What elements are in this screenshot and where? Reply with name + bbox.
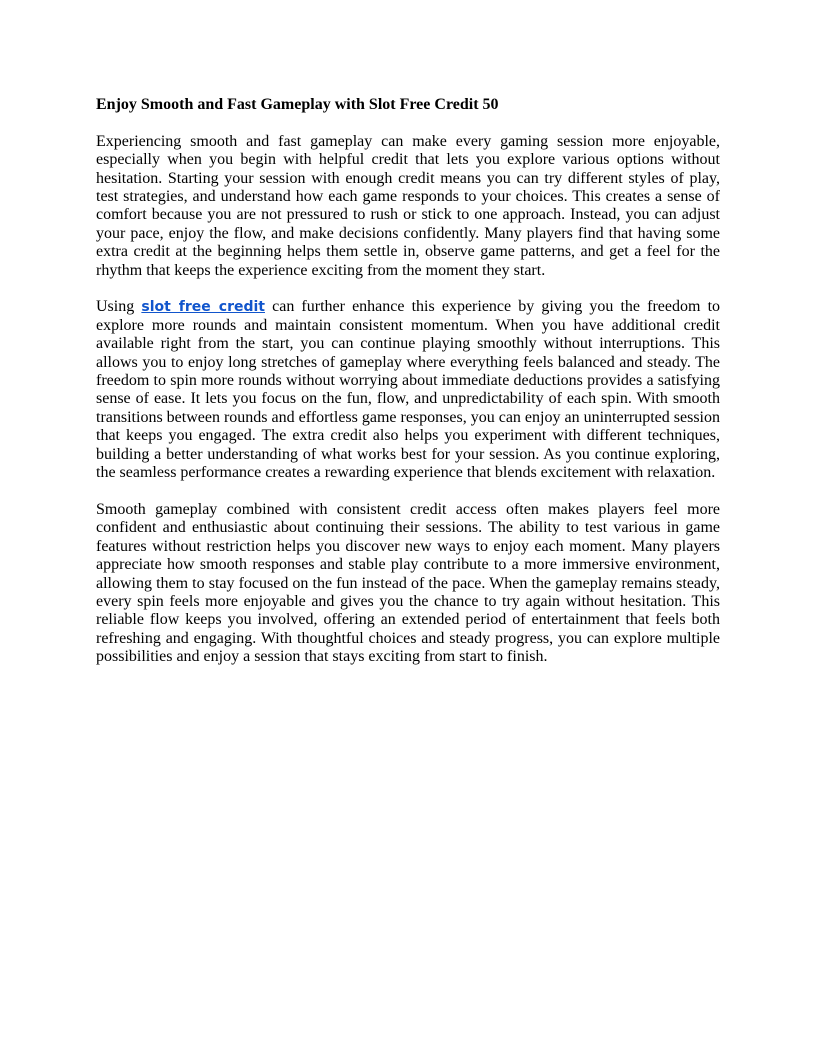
paragraph-body: can further enhance this experience by giving you the freedom to explore more rounds and maintain consistent momentum. When you have additional credit available right from the start, you can continue playing smoothly without interruptions. This allows you to enjoy long stretches of gameplay where everything feels balanced and steady. The freedom to spin more rounds without worrying about immediate deductions provides a satisfying sense of ease. It lets you focus on the fun, flow, and unpredictability of each spin. With smooth transitions between rounds and effortless game responses, you can enjoy an uninterrupted session that keeps you engaged. The extra credit also helps you experiment with different techniques, building a better understanding of what works best for your session. As you continue exploring, the seamless performance creates a rewarding experience that blends excitement with relaxation. [96,298,721,482]
document-title: Enjoy Smooth and Fast Gameplay with Slot Free Credit 50 [96,96,499,113]
document-page [96,96,720,685]
paragraph-intro: Experiencing smooth and fast gameplay can make every gaming session more enjoyable, especially when you begin with helpful credit that lets you explore various options without hesitation. Starting your session with enough credit means you can try different styles of play, test strategies, and understand how each game responds to your choices. This creates a sense of comfort because you are not pressured to rush or stick to one approach. Instead, you can adjust your pace, enjoy the flow, and make decisions confidently. Many players find that having some extra credit at the beginning helps them settle in, observe game patterns, and get a feel for the rhythm that keeps the experience exciting from the moment they start. [96,132,720,279]
slot-free-credit-link[interactable]: slot free credit [141,299,265,316]
paragraph-prefix: Using [96,298,135,316]
paragraph-slot-free-credit [96,298,720,482]
paragraph-conclusion: Smooth gameplay combined with consistent credit access often makes players feel more confident and enthusiastic about continuing their sessions. The ability to test various in game features without restriction helps you discover new ways to enjoy each moment. Many players appreciate how smooth responses and stable play contribute to a more immersive environment, allowing them to stay focused on the fun instead of the pace. When the gameplay remains steady, every spin feels more enjoyable and gives you the chance to try again without hesitation. This reliable flow keeps you involved, offering an extended period of entertainment that feels both refreshing and engaging. With thoughtful choices and steady progress, you can explore multiple possibilities and enjoy a session that stays exciting from start to finish. [96,500,720,666]
